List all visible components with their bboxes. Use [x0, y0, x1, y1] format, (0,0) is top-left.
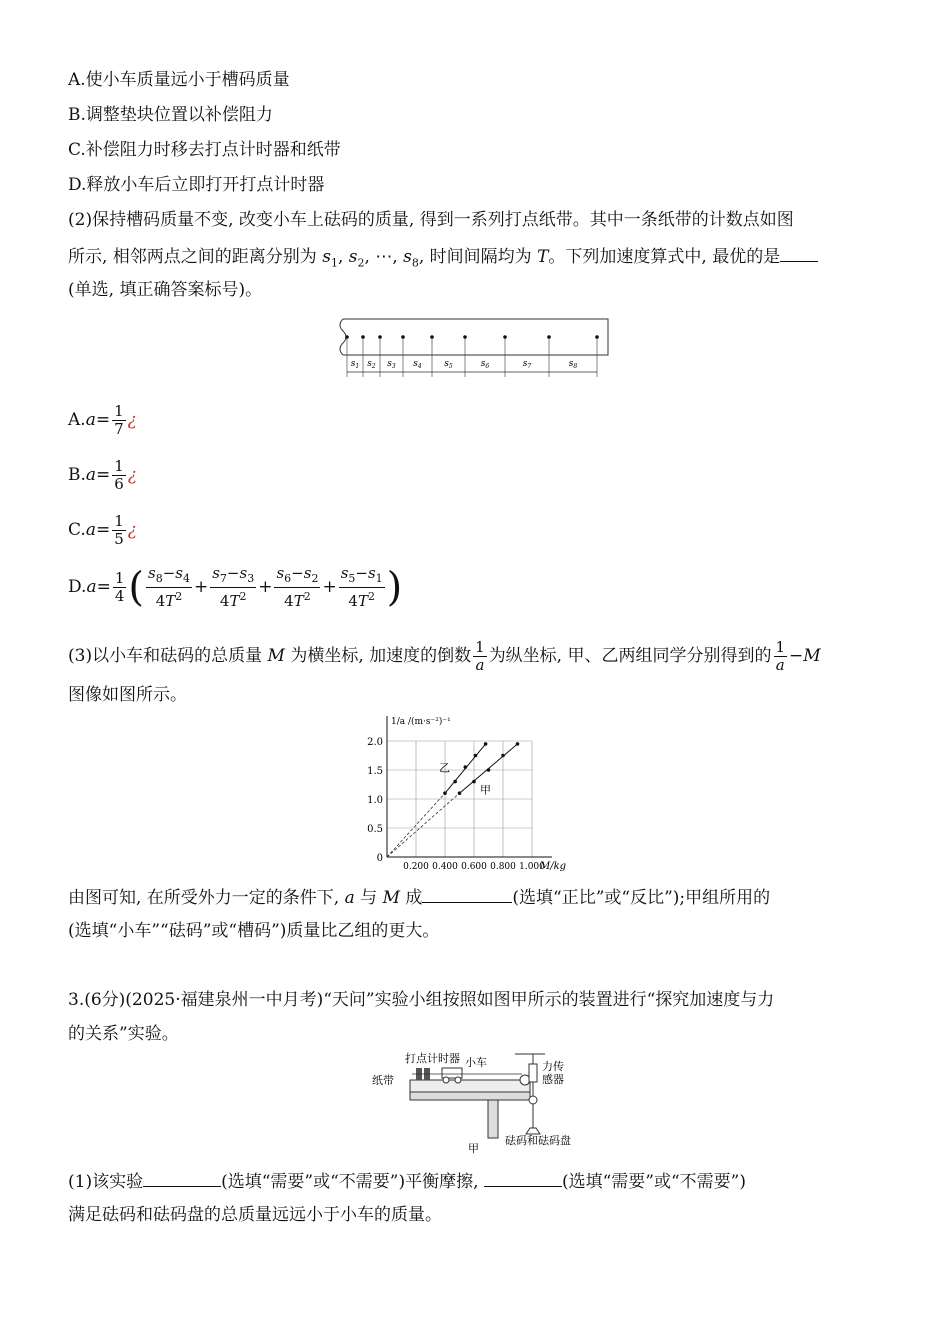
apparatus-figure	[370, 1050, 610, 1156]
answer-blank[interactable]	[780, 243, 818, 262]
part3-line2: 图像如图所示。	[68, 685, 187, 705]
data-point	[472, 780, 476, 784]
d-term: $\frac{s_5-s_1}{4T^2}$	[340, 564, 383, 610]
tape-dot	[345, 335, 349, 339]
plus-sign: +	[258, 577, 273, 597]
y-tick-label: 1.5	[367, 766, 383, 777]
part3-line1: (3)以小车和砝码的总质量 M 为横坐标, 加速度的倒数 $\frac{1}{a}$ 为纵坐标, 甲、乙两组同学分别得到的 $\frac{1}{a}$ −M	[68, 638, 821, 674]
option-b: B.调整垫块位置以补偿阻力	[68, 105, 273, 125]
x-axis-label: M/kg	[540, 861, 567, 872]
q3-sub1-line2: 满足砝码和砝码盘的总质量远远小于小车的质量。	[68, 1205, 442, 1225]
part3-answer-line1: 由图可知, 在所受外力一定的条件下, a 与 M 成 (选填“正比”或“反比”);甲组所用的	[68, 884, 770, 910]
d-term: $\frac{s_7-s_3}{4T^2}$	[212, 564, 255, 610]
part2-line2: 所示, 相邻两点之间的距离分别为 $s_1$, $s_2$, ⋯, $s_8$, 时间间隔均为 T。下列加速度算式中, 最优的是	[68, 243, 818, 275]
data-point	[474, 754, 478, 758]
x-tick-label: 0.400	[432, 862, 458, 872]
data-point	[487, 768, 491, 772]
extrapolation-甲	[387, 793, 460, 857]
tape-dot	[378, 335, 382, 339]
y-axis-label: 1/a /(m·s⁻²)⁻¹	[391, 717, 451, 727]
label-timer: 打点计时器	[405, 1053, 460, 1065]
tape-dot	[361, 335, 365, 339]
answer-blank[interactable]	[484, 1168, 562, 1187]
tape-label: $s_2$	[367, 359, 376, 370]
y-tick-label: 2.0	[367, 737, 383, 748]
d-term: $\frac{s_8-s_4}{4T^2}$	[147, 564, 190, 610]
data-point	[458, 791, 462, 795]
series-label: 甲	[480, 784, 491, 797]
tape-dot	[401, 335, 405, 339]
x-tick-label: 0.600	[461, 862, 487, 872]
answer-blank[interactable]	[422, 884, 512, 903]
x-tick-label: 1.000	[519, 862, 545, 872]
label-caption: 甲	[468, 1143, 479, 1155]
tape-label: $s_1$	[350, 359, 360, 370]
data-point	[464, 765, 468, 769]
formula-a: A.a= $\frac{1}{7}$ ¿	[68, 402, 137, 438]
tape-dot	[595, 335, 599, 339]
plus-sign: +	[193, 577, 209, 597]
part2-line1: (2)保持槽码质量不变, 改变小车上砝码的质量, 得到一系列打点纸带。其中一条纸带的计数点如图	[68, 210, 794, 230]
tape-dot	[463, 335, 467, 339]
data-point	[501, 754, 505, 758]
data-point	[516, 742, 520, 746]
part3-answer-line2: (选填“小车”“砝码”或“槽码”)质量比乙组的更大。	[68, 921, 440, 941]
series-label: 乙	[439, 762, 451, 775]
y-tick-label: 1.0	[367, 795, 383, 806]
tape-label: $s_3$	[387, 359, 396, 370]
tape-label: $s_7$	[522, 359, 532, 370]
q3-sub1-line1: (1)该实验 (选填“需要”或“不需要”)平衡摩擦, (选填“需要”或“不需要”)	[68, 1168, 746, 1194]
ticker-tape-figure	[335, 315, 615, 379]
formula-b: B.a= $\frac{1}{6}$ ¿	[68, 457, 137, 493]
x-tick-label: 0.800	[490, 862, 516, 872]
formula-c: C.a= $\frac{1}{5}$ ¿	[68, 512, 137, 548]
tape-label: $s_4$	[413, 359, 422, 370]
answer-blank[interactable]	[143, 1168, 221, 1187]
option-c: C.补偿阻力时移去打点计时器和纸带	[68, 140, 341, 160]
tape-dot	[430, 335, 434, 339]
tape-label: $s_5$	[444, 359, 453, 370]
data-point	[453, 780, 457, 784]
data-point	[484, 742, 488, 746]
option-a: A.使小车质量远小于槽码质量	[68, 70, 290, 90]
d-term: $\frac{s_6-s_2}{4T^2}$	[276, 564, 319, 610]
part2-line3: (单选, 填正确答案标号)。	[68, 280, 263, 300]
tape-label: $s_6$	[480, 359, 490, 370]
label-tape: 纸带	[372, 1075, 394, 1087]
label-weights: 砝码和砝码盘	[505, 1135, 571, 1147]
tape-dot	[503, 335, 507, 339]
label-cart: 小车	[465, 1057, 487, 1069]
tape-label: $s_8$	[568, 359, 578, 370]
y-tick-label: 0.5	[367, 824, 383, 835]
option-d: D.释放小车后立即打开打点计时器	[68, 175, 325, 195]
inverse-a-vs-m-chart	[355, 712, 605, 877]
tape-dot	[547, 335, 551, 339]
data-point	[443, 791, 447, 795]
q3-line1: 3.(6分)(2025·福建泉州一中月考)“天问”实验小组按照如图甲所示的装置进行“探究加速度与力	[68, 990, 775, 1010]
x-tick-label: 0.200	[403, 862, 429, 872]
formula-d: D.a= $\frac{1}{4}$ ( $\frac{s_8-s_4}{4T^2}$ + $\frac{s_7-s_3}{4T^2}$ + $\frac{s_6-s_2}{4T^2}$ + $\frac{s_5-s_1}{4T^2}$ )	[68, 564, 403, 611]
q3-line2: 的关系”实验。	[68, 1024, 179, 1044]
y-tick-label: 0	[376, 853, 383, 864]
label-sensor2: 感器	[542, 1074, 564, 1086]
plus-sign: +	[322, 577, 337, 597]
label-sensor1: 力传	[542, 1061, 564, 1073]
